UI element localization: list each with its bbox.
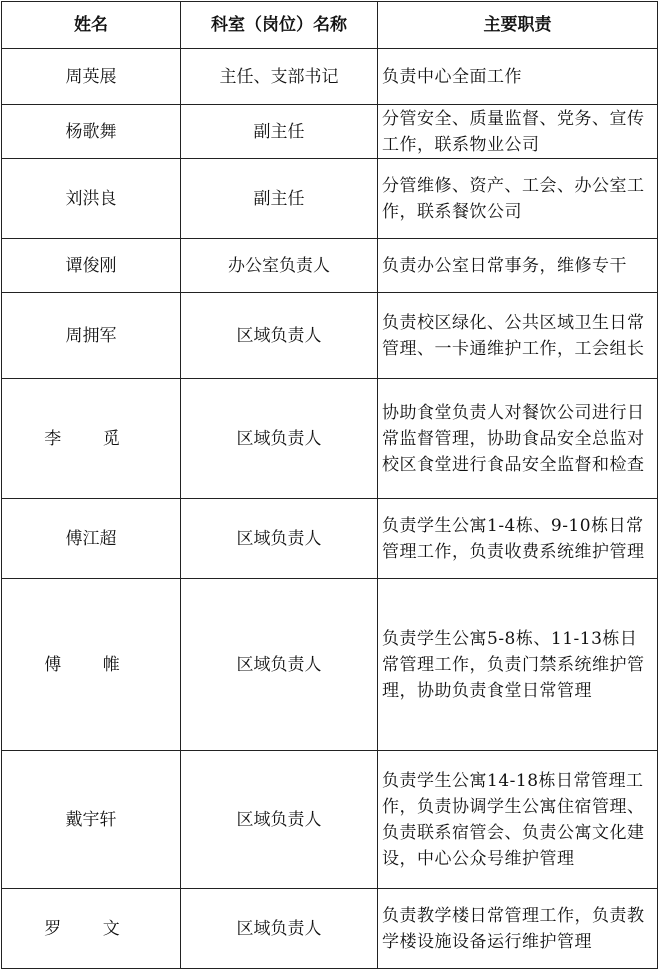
name-cell: 刘洪良 — [2, 159, 181, 239]
duty-cell: 负责办公室日常事务，维修专干 — [378, 239, 658, 293]
post-cell: 区域负责人 — [181, 379, 378, 499]
table-row — [2, 49, 658, 105]
name-cell: 戴宇轩 — [2, 751, 181, 889]
post-cell: 区域负责人 — [181, 293, 378, 379]
post-cell: 副主任 — [181, 159, 378, 239]
table-row — [2, 293, 658, 379]
duty-cell: 负责学生公寓1-4栋、9-10栋日常管理工作，负责收费系统维护管理 — [378, 499, 658, 579]
name-cell: 杨歌舞 — [2, 105, 181, 159]
header-duty: 主要职责 — [378, 2, 658, 49]
duty-cell: 负责中心全面工作 — [378, 49, 658, 105]
duty-cell: 协助食堂负责人对餐饮公司进行日常监督管理，协助食品安全总监对校区食堂进行食品安全监督和检查 — [378, 379, 658, 499]
post-cell: 副主任 — [181, 105, 378, 159]
post-cell: 区域负责人 — [181, 889, 378, 969]
table-row — [2, 579, 658, 751]
name-cell: 周英展 — [2, 49, 181, 105]
name-cell: 周拥军 — [2, 293, 181, 379]
header-row — [2, 2, 658, 49]
name-cell: 李 觅 — [2, 379, 181, 499]
table-row — [2, 379, 658, 499]
table-row — [2, 751, 658, 889]
duty-cell: 负责学生公寓14-18栋日常管理工作，负责协调学生公寓住宿管理、负责联系宿管会、负责公寓文化建设，中心公众号维护管理 — [378, 751, 658, 889]
duty-cell: 负责校区绿化、公共区域卫生日常管理、一卡通维护工作，工会组长 — [378, 293, 658, 379]
post-cell: 办公室负责人 — [181, 239, 378, 293]
header-name: 姓名 — [2, 2, 181, 49]
post-cell: 区域负责人 — [181, 579, 378, 751]
name-cell: 傅 帷 — [2, 579, 181, 751]
name-cell: 谭俊刚 — [2, 239, 181, 293]
post-cell: 区域负责人 — [181, 499, 378, 579]
duty-table — [1, 1, 658, 969]
table-row — [2, 239, 658, 293]
name-cell: 傅江超 — [2, 499, 181, 579]
header-post: 科室（岗位）名称 — [181, 2, 378, 49]
table-row — [2, 159, 658, 239]
table-row — [2, 499, 658, 579]
name-cell: 罗 文 — [2, 889, 181, 969]
duty-cell: 负责学生公寓5-8栋、11-13栋日常管理工作，负责门禁系统维护管理，协助负责食堂日常管理 — [378, 579, 658, 751]
post-cell: 主任、支部书记 — [181, 49, 378, 105]
table-row — [2, 889, 658, 969]
duty-cell: 分管维修、资产、工会、办公室工作，联系餐饮公司 — [378, 159, 658, 239]
duty-cell: 分管安全、质量监督、党务、宣传工作，联系物业公司 — [378, 105, 658, 159]
table-row — [2, 105, 658, 159]
duty-cell: 负责教学楼日常管理工作，负责教学楼设施设备运行维护管理 — [378, 889, 658, 969]
post-cell: 区域负责人 — [181, 751, 378, 889]
